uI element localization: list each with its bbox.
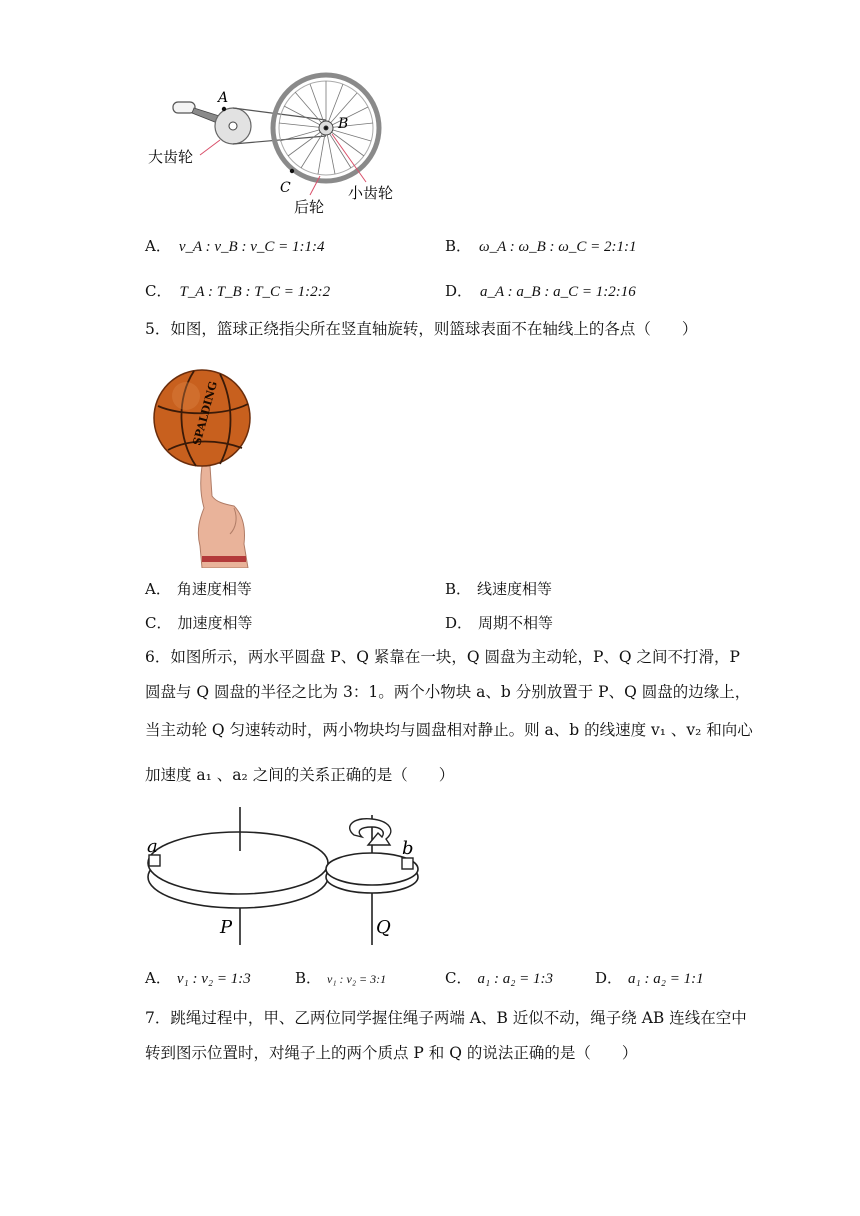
bracelet: [202, 556, 246, 562]
option-letter: A．: [145, 580, 171, 598]
label-Q: Q: [376, 917, 391, 938]
option-letter: C．: [145, 614, 172, 632]
ball-brand: SPALDING: [190, 379, 220, 447]
q4-option-c: [145, 281, 330, 302]
hand: [198, 466, 248, 568]
option-letter: B．: [445, 580, 472, 598]
label-rear-wheel: 后轮: [294, 198, 325, 216]
option-text: ω_A : ω_B : ω_C = 2:1:1: [479, 239, 637, 255]
point-B: [325, 127, 328, 130]
label-P: P: [220, 917, 233, 938]
option-letter: D．: [445, 282, 473, 300]
label-b: b: [402, 838, 414, 859]
q6-stem-line1: 6．如图所示，两水平圆盘 P、Q 紧靠在一块，Q 圆盘为主动轮，P、Q 之间不打滑，P: [145, 648, 740, 666]
point-A: [222, 107, 226, 111]
q6-stem-line3: 当主动轮 Q 匀速转动时，两小物块均与圆盘相对静止。则 a、b 的线速度 v₁ 、v₂ 和向心: [145, 721, 753, 739]
label-a: a: [147, 836, 158, 857]
label-A: A: [218, 90, 229, 106]
q7-stem-line2: 转到图示位置时，对绳子上的两个质点 P 和 Q 的说法正确的是（ ）: [145, 1044, 638, 1062]
option-text: a_A : a_B : a_C = 1:2:16: [480, 284, 636, 300]
option-letter: B．: [295, 969, 322, 987]
option-text: a₁ : a₂ = 1:1: [628, 971, 704, 987]
bicycle-gear-figure: [140, 60, 420, 220]
option-text: a₁ : a₂ = 1:3: [477, 971, 554, 987]
option-letter: A．: [145, 969, 171, 987]
discs-figure: [140, 805, 430, 950]
block-b: [402, 858, 413, 869]
option-text: v_A : v_B : v_C = 1:1:4: [178, 239, 325, 255]
q5-stem: 5．如图，篮球正绕指尖所在竖直轴旋转，则篮球表面不在轴线上的各点（ ）: [145, 320, 698, 338]
pedal: [173, 102, 195, 113]
q4-option-d: [445, 281, 636, 302]
disc-P-top: [148, 832, 328, 894]
q5-option-a: [145, 579, 252, 599]
rotation-arrow: [350, 819, 391, 845]
option-text: 线速度相等: [477, 580, 553, 598]
q6-option-d: [595, 968, 704, 989]
leader-big-gear: [200, 140, 220, 155]
label-B: B: [338, 116, 349, 132]
label-small-gear: 小齿轮: [348, 184, 394, 202]
option-text: v₁ : v₂ = 1:3: [176, 971, 251, 987]
q6-stem-line2: 圆盘与 Q 圆盘的半径之比为 3：1。两个小物块 a、b 分别放置于 P、Q 圆盘的边缘上，: [145, 683, 751, 701]
option-text: 角速度相等: [176, 580, 252, 598]
q4-option-a: [145, 236, 324, 257]
q6-stem-line4: 加速度 a₁ 、a₂ 之间的关系正确的是（ ）: [145, 766, 455, 784]
option-text: v₁ : v₂ = 3:1: [327, 972, 387, 986]
label-C: C: [280, 180, 291, 196]
q7-stem-line1: 7．跳绳过程中，甲、乙两位同学握住绳子两端 A、B 近似不动，绳子绕 AB 连线在空中: [145, 1009, 747, 1027]
q5-option-c: [145, 613, 253, 633]
q6-option-c: [445, 968, 553, 989]
option-letter: A．: [145, 237, 171, 255]
option-letter: C．: [145, 282, 172, 300]
point-C: [290, 169, 294, 173]
q4-option-b: [445, 236, 636, 257]
option-text: 加速度相等: [177, 614, 253, 632]
option-letter: D．: [445, 614, 473, 632]
q6-option-b: [295, 968, 386, 989]
option-text: 周期不相等: [478, 614, 554, 632]
basketball-figure: [150, 368, 260, 568]
option-letter: B．: [445, 237, 472, 255]
label-big-gear: 大齿轮: [148, 148, 194, 166]
q5-option-d: [445, 613, 553, 633]
q6-option-a: [145, 968, 251, 989]
option-letter: D．: [595, 969, 623, 987]
option-text: T_A : T_B : T_C = 1:2:2: [179, 284, 331, 300]
q5-option-b: [445, 579, 552, 599]
option-letter: C．: [445, 969, 472, 987]
